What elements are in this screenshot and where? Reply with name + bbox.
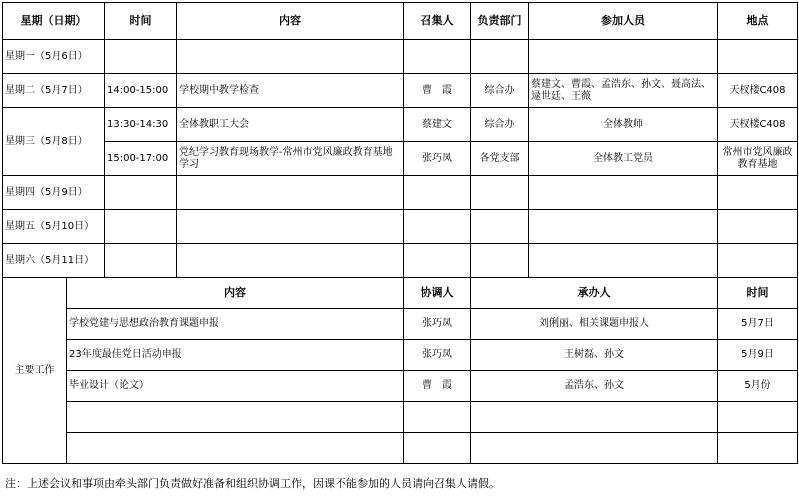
main-work-row <box>3 371 798 402</box>
day-label-wednesday: 星期三（5月8日） <box>3 108 105 176</box>
main-work-handler: 刘俐丽、相关课题申报人 <box>471 309 718 340</box>
day-label-monday: 星期一（5月6日） <box>3 40 105 74</box>
header-convener: 召集人 <box>404 3 471 40</box>
main-work-time: 5月7日 <box>718 309 798 340</box>
main-work-empty-row <box>3 433 798 464</box>
day-label-thursday: 星期四（5月9日） <box>3 176 105 210</box>
event-location: 天杈楼C408 <box>718 74 798 108</box>
main-work-content: 毕业设计（论文） <box>67 371 404 402</box>
header-time: 时间 <box>105 3 177 40</box>
main-work-row <box>3 309 798 340</box>
day-row-wednesday-1 <box>3 108 798 142</box>
main-work-header-coordinator: 协调人 <box>404 278 471 309</box>
footnote: 注：上述会议和事项由牵头部门负责做好准备和组织协调工作，因课不能参加的人员请向召集人请假。 <box>5 477 500 490</box>
event-location: 天杈楼C408 <box>718 108 798 142</box>
day-row-wednesday-2 <box>3 142 798 176</box>
day-row-thursday <box>3 176 798 210</box>
event-content: 全体教职工大会 <box>177 108 404 142</box>
header-participants: 参加人员 <box>529 3 718 40</box>
main-work-handler: 王树磊、孙文 <box>471 340 718 371</box>
main-work-time: 5月9日 <box>718 340 798 371</box>
day-row-saturday <box>3 244 798 278</box>
main-work-coordinator: 曹 霞 <box>404 371 471 402</box>
main-work-handler: 孟浩东、孙文 <box>471 371 718 402</box>
event-participants: 全体教工党员 <box>529 142 718 176</box>
header-content: 内容 <box>177 3 404 40</box>
day-label-tuesday: 星期二（5月7日） <box>3 74 105 108</box>
day-label-saturday: 星期六（5月11日） <box>3 244 105 278</box>
event-time: 15:00-17:00 <box>105 142 177 176</box>
main-work-label: 主要工作 <box>3 278 67 464</box>
event-time: 13:30-14:30 <box>105 108 177 142</box>
main-work-empty-row <box>3 402 798 433</box>
event-participants: 全体教师 <box>529 108 718 142</box>
event-participants: 蔡建文、曹霞、孟浩东、孙文、聂高法、逯世廷、王薇 <box>529 74 718 108</box>
main-work-time: 5月份 <box>718 371 798 402</box>
header-row <box>3 3 798 40</box>
header-dept: 负责部门 <box>471 3 529 40</box>
header-location: 地点 <box>718 3 798 40</box>
event-convener: 曹 霞 <box>404 74 471 108</box>
event-content: 学校期中教学检查 <box>177 74 404 108</box>
event-location: 常州市党风廉政教育基地 <box>718 142 798 176</box>
main-work-coordinator: 张巧凤 <box>404 309 471 340</box>
event-convener: 张巧凤 <box>404 142 471 176</box>
event-convener: 蔡建文 <box>404 108 471 142</box>
main-work-row <box>3 340 798 371</box>
main-work-header-time: 时间 <box>718 278 798 309</box>
event-time: 14:00-15:00 <box>105 74 177 108</box>
main-work-content: 学校党建与思想政治教育课题申报 <box>67 309 404 340</box>
event-dept: 综合办 <box>471 108 529 142</box>
main-work-header-row <box>3 278 798 309</box>
main-work-header-handler: 承办人 <box>471 278 718 309</box>
day-row-tuesday <box>3 74 798 108</box>
day-label-friday: 星期五（5月10日） <box>3 210 105 244</box>
event-content: 党纪学习教育现场教学-常州市党风廉政教育基地学习 <box>177 142 404 176</box>
day-row-friday <box>3 210 798 244</box>
event-dept: 各党支部 <box>471 142 529 176</box>
main-work-coordinator: 张巧凤 <box>404 340 471 371</box>
day-row-monday <box>3 40 798 74</box>
header-day: 星期（日期） <box>3 3 105 40</box>
main-work-header-content: 内容 <box>67 278 404 309</box>
main-work-content: 23年度最佳党日活动申报 <box>67 340 404 371</box>
event-dept: 综合办 <box>471 74 529 108</box>
weekly-schedule-table <box>2 2 798 464</box>
